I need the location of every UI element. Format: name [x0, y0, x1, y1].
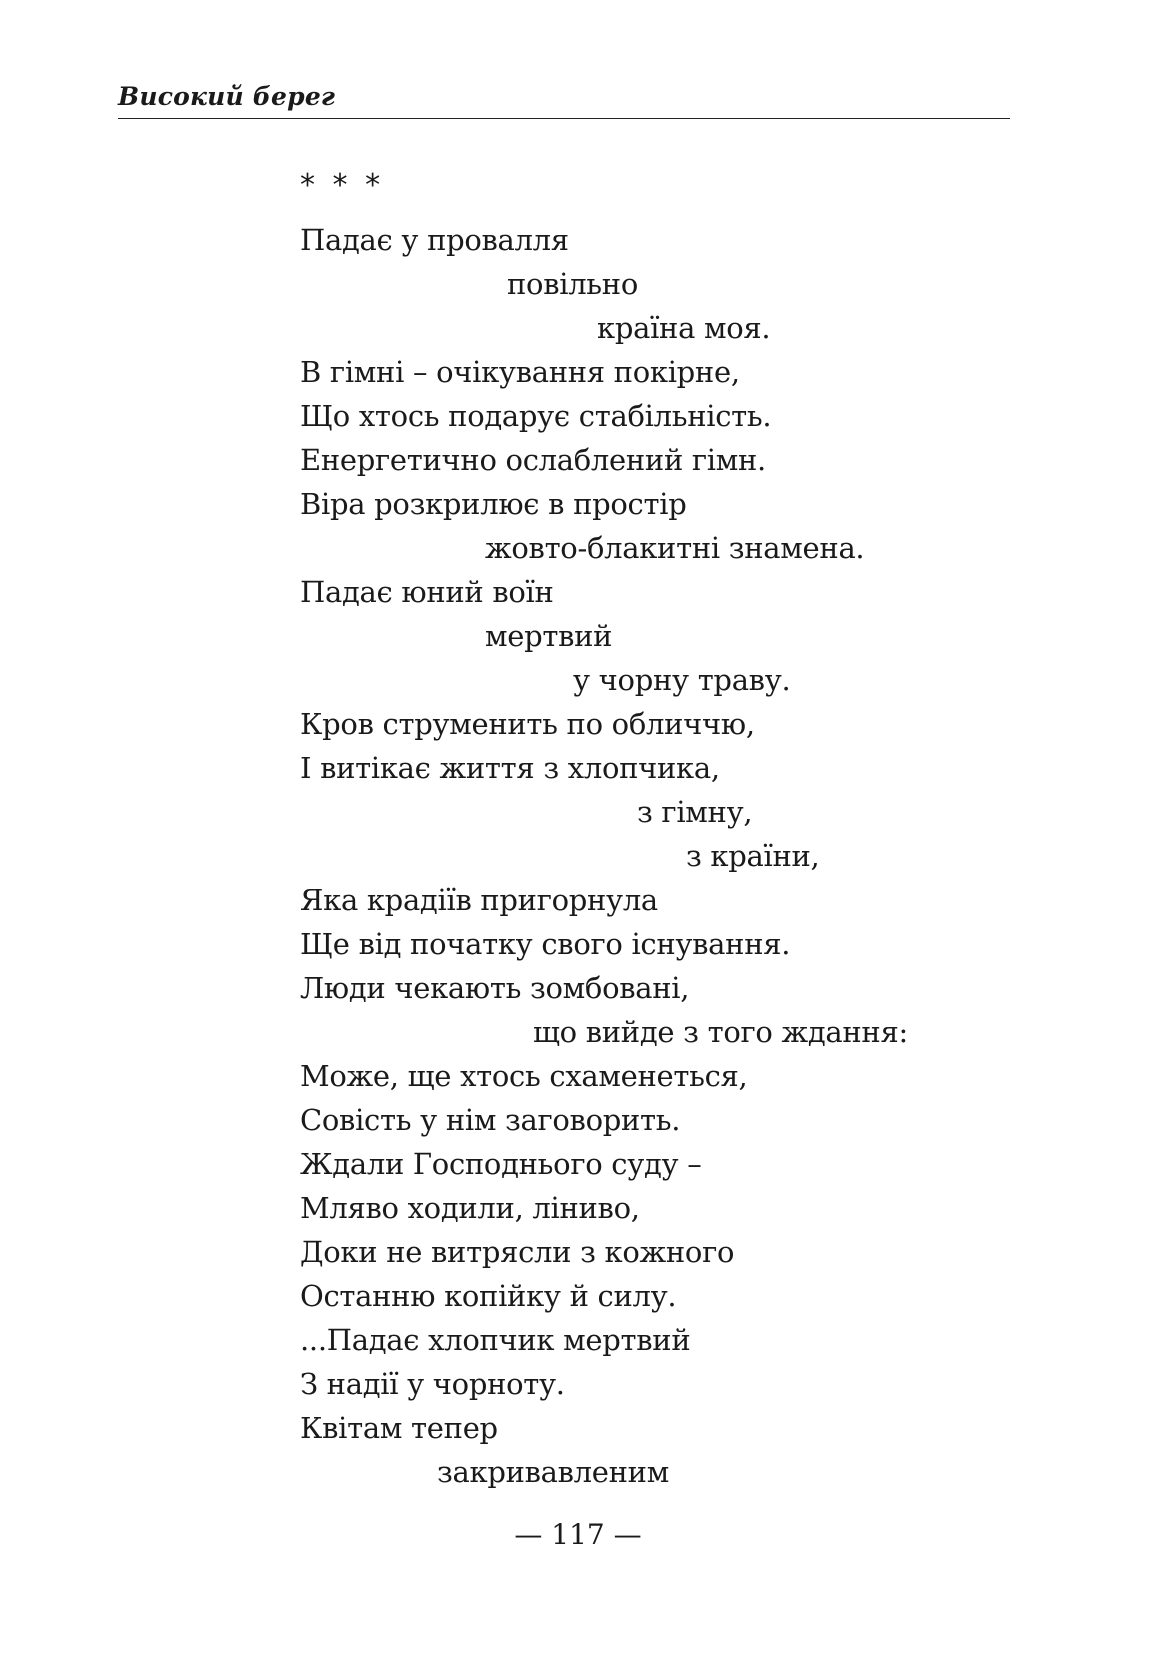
poem-line: Ждали Господнього суду –	[300, 1147, 702, 1181]
poem-line: В гімні – очікування покірне,	[300, 355, 740, 389]
page-number	[0, 1518, 1166, 1551]
poem-line: що вийде з того ждання:	[533, 1015, 908, 1049]
poem-line: жовто-блакитні знамена.	[485, 531, 865, 565]
poem-line: Ще від початку свого існування.	[300, 927, 791, 961]
poem-line: ...Падає хлопчик мертвий	[300, 1323, 691, 1357]
poem-line: з країни,	[686, 839, 820, 873]
poem-line: Падає у провалля	[300, 223, 569, 257]
poem-line: закривавленим	[437, 1455, 669, 1489]
poem-line: Люди чекають зомбовані,	[300, 971, 690, 1005]
poem-line: з гімну,	[637, 795, 753, 829]
poem-line: Може, ще хтось схаменеться,	[300, 1059, 748, 1093]
poem-line: Яка крадіїв пригорнула	[300, 883, 658, 917]
running-title: Високий берег	[118, 82, 336, 111]
poem-line: Мляво ходили, ліниво,	[300, 1191, 640, 1225]
poem-line: Совість у нім заговорить.	[300, 1103, 681, 1137]
poem-line: мертвий	[485, 619, 613, 653]
header-rule	[118, 118, 1010, 119]
poem-line: І витікає життя з хлопчика,	[300, 751, 720, 785]
section-separator: * * *	[300, 168, 385, 203]
poem-line: Енергетично ослаблений гімн.	[300, 443, 766, 477]
poem-line: З надії у чорноту.	[300, 1367, 565, 1401]
poem-line: Квітам тепер	[300, 1411, 498, 1445]
poem-line: Віра розкрилює в простір	[300, 487, 687, 521]
poem-line: Що хтось подарує стабільність.	[300, 399, 772, 433]
poem-line: повільно	[507, 267, 638, 301]
poem-line: у чорну траву.	[573, 663, 791, 697]
poem-line: Доки не витрясли з кожного	[300, 1235, 735, 1269]
poem-line: Кров струменить по обличчю,	[300, 707, 755, 741]
poem-line: Падає юний воїн	[300, 575, 554, 609]
poem-line: країна моя.	[597, 311, 771, 345]
poem-line: Останню копійку й силу.	[300, 1279, 677, 1313]
page-number-text: — 117 —	[514, 1518, 642, 1551]
